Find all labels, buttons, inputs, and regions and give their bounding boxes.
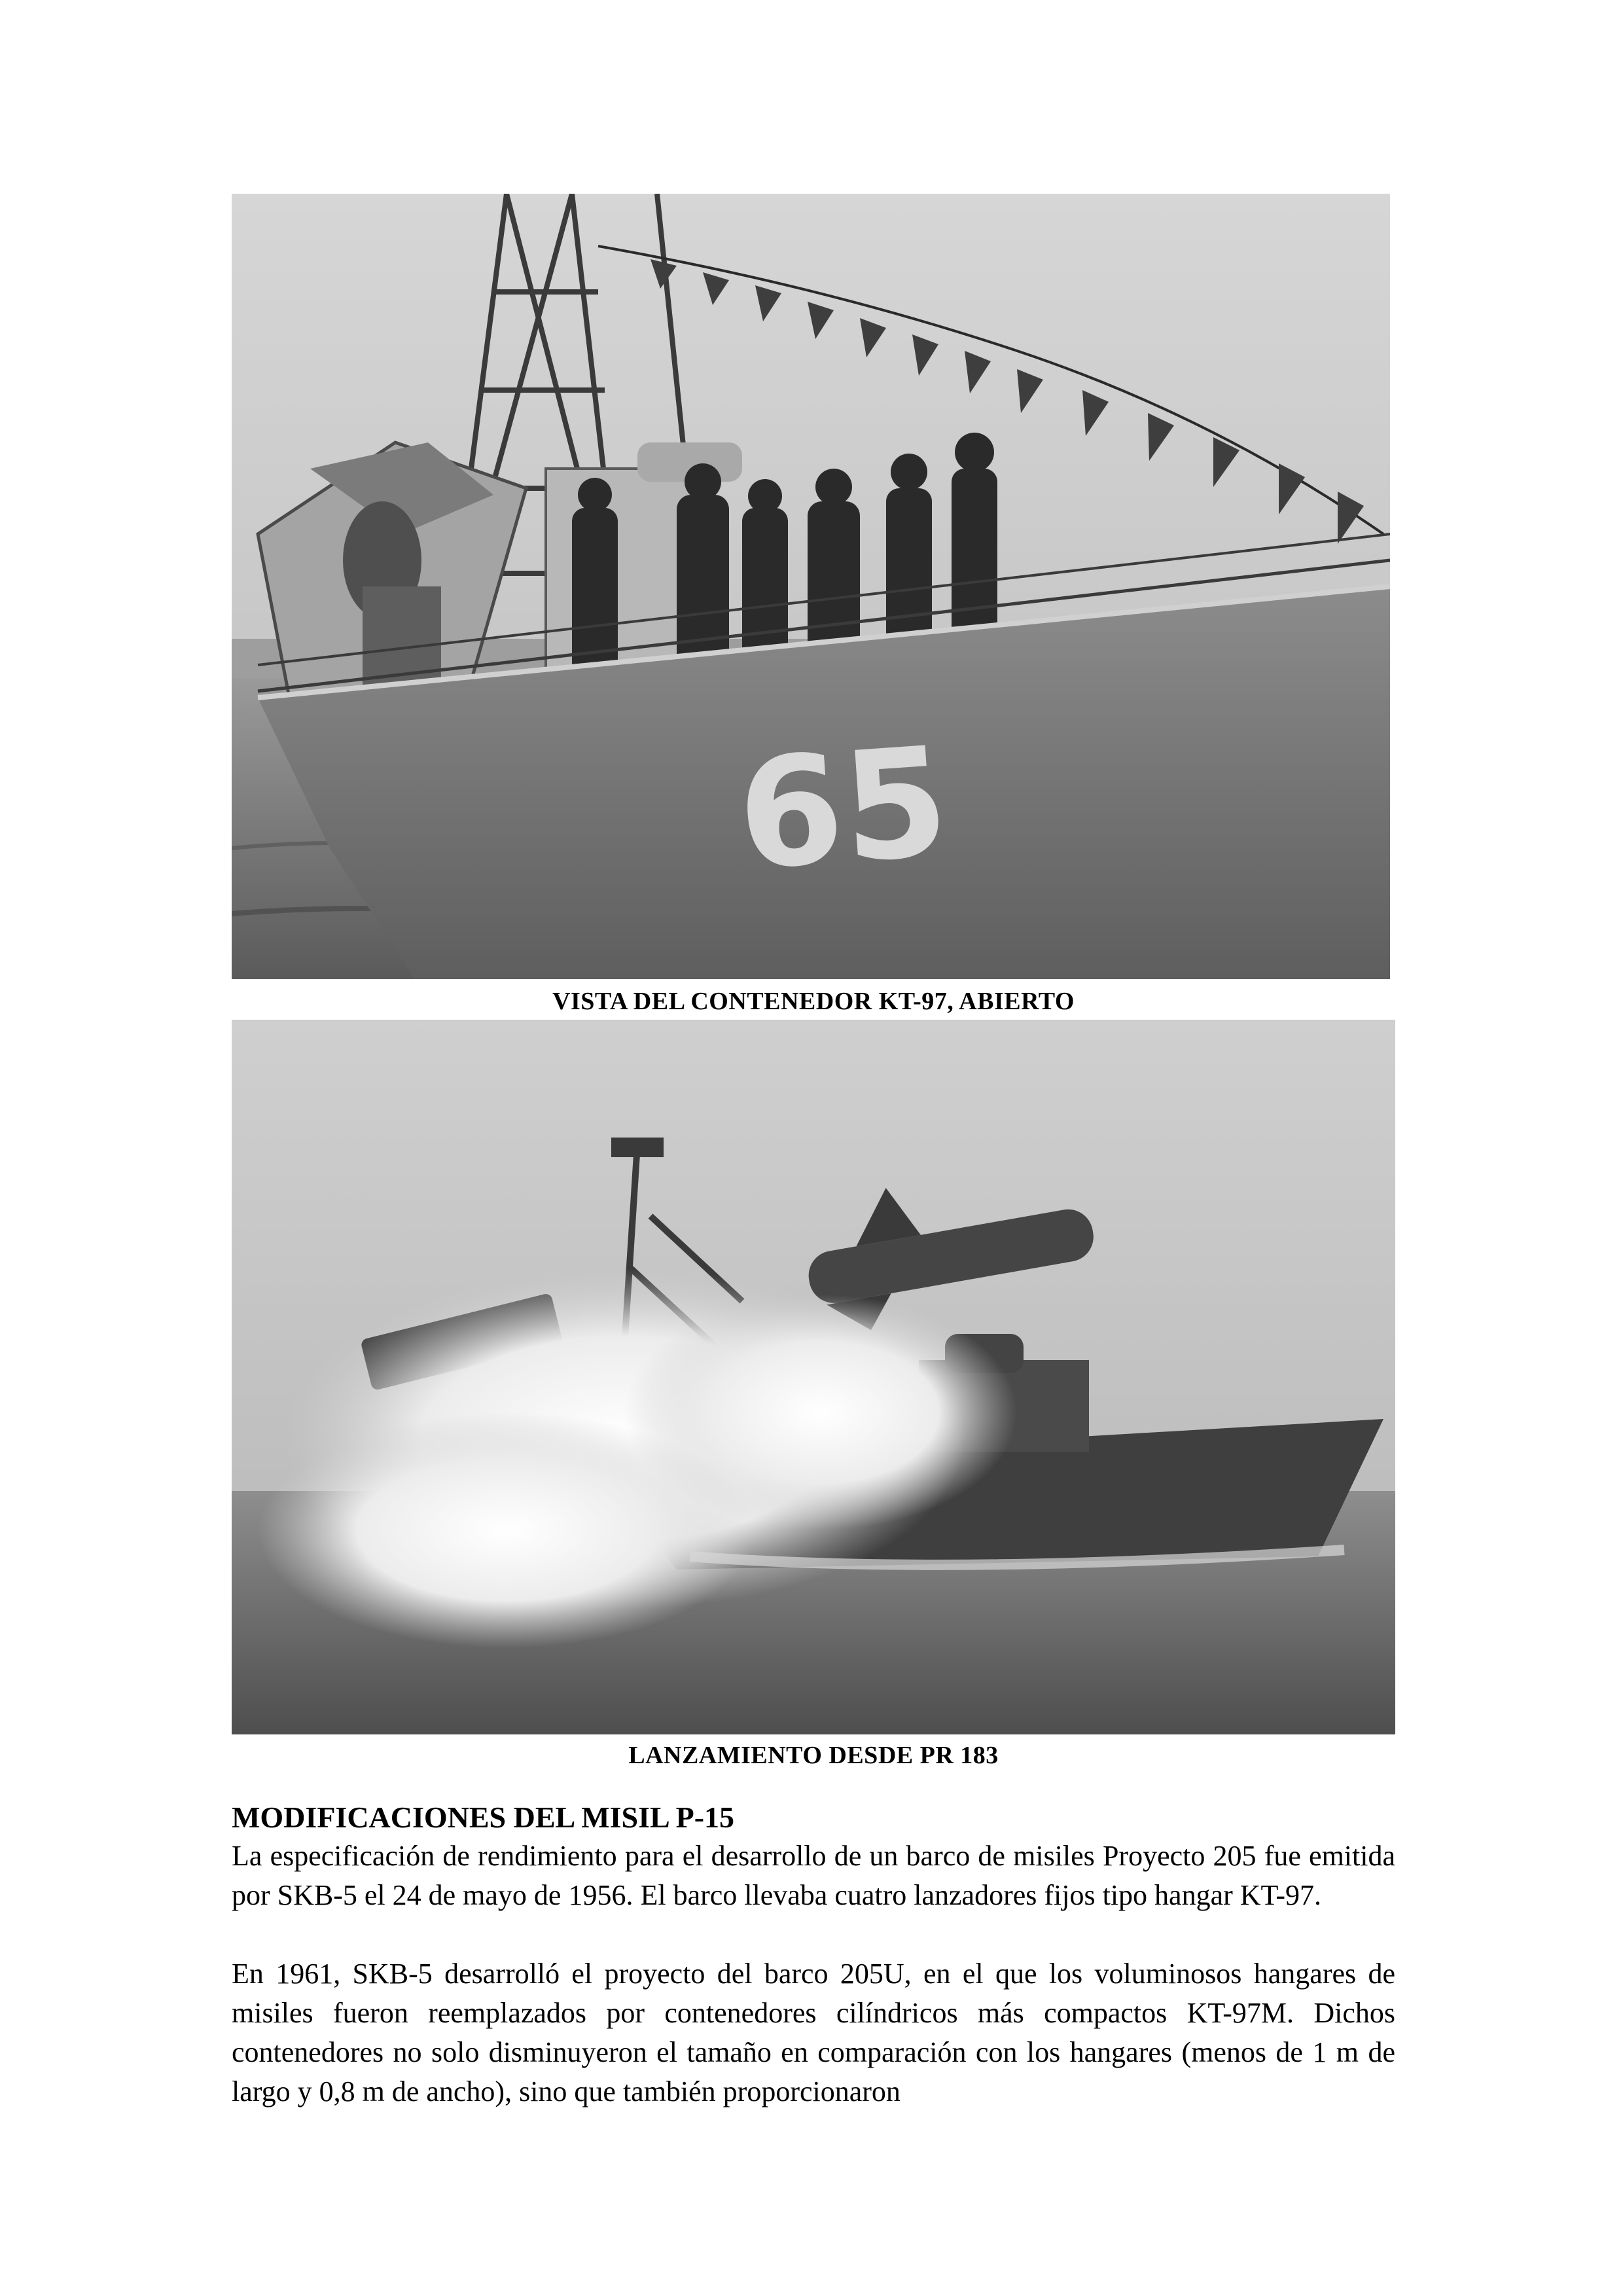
photo-kt97-illustration xyxy=(232,194,1390,979)
body-paragraph: En 1961, SKB-5 desarrolló el proyecto del barco 205U, en el que los voluminosos hangares de misiles fueron reemplazados por contenedores cilíndricos más compactos KT-97M. Dichos contenedores no solo disminuyeron el tamaño en comparación con los hangares (menos de 1 m de largo y 0,8 m de ancho), sino que también proporcionaron xyxy=(232,1958,1395,2108)
figure-caption-2: LANZAMIENTO DESDE PR 183 xyxy=(628,1742,999,1769)
photo-launch-illustration xyxy=(232,1020,1395,1734)
hull-number: 65 xyxy=(732,715,954,904)
photo-launch-pr183 xyxy=(232,1020,1395,1734)
photo-kt97-container-open xyxy=(232,194,1390,979)
section-heading: MODIFICACIONES DEL MISIL P-15 xyxy=(232,1801,735,1834)
figure-caption-1: VISTA DEL CONTENEDOR KT-97, ABIERTO xyxy=(552,988,1075,1015)
body-paragraph: La especificación de rendimiento para el desarrollo de un barco de misiles Proyecto 205 fue emitida por SKB-5 el 24 de mayo de 1956. El barco llevaba cuatro lanzadores fijos tipo hangar KT-97. xyxy=(232,1840,1395,1911)
